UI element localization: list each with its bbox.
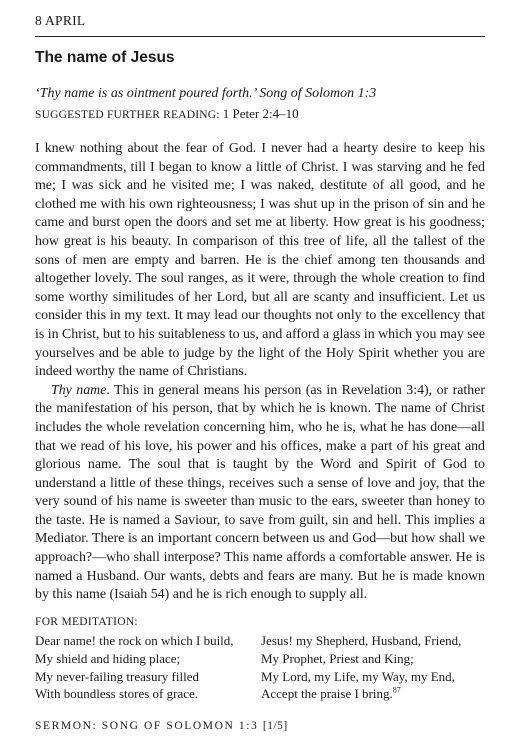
header-divider [35,36,485,37]
meditation-poem-left [35,632,234,703]
key-verse [35,86,376,102]
poem-line: My shield and hiding place; [35,650,181,666]
footnote-marker: 87 [392,686,401,696]
reading-label: SUGGESTED FURTHER READING: [35,109,220,121]
sermon-footer [35,720,288,732]
meditation-poem-right [261,632,461,703]
paragraph-2-lead: Thy name [51,382,107,398]
verse-reference: Song of Solomon 1:3 [259,86,377,101]
verse-quote: ‘Thy name is as ointment poured forth.’ [35,86,256,101]
poem-line: My Lord, my Life, my Way, my End, [261,668,455,684]
paragraph-2 [35,382,485,605]
poem-line: Accept the praise I bring. [261,686,393,702]
poem-line-last [261,685,461,703]
poem-line: My never-failing treasury filled [35,668,199,684]
paragraph-2-text: . This in general means his person (as in Revelation 3:4), or rather the manifestation of his person, that by which he is known. The name of Christ includes the whole revelation concerning him, who he is, what he has done—all that we read of his love, his power and his offices, make a part of his great and glorious name. The soul that is taught by the Word and Spirit of God to understand a little of these things, receives such a sense of love and joy, that the very sound of his name is sweeter than music to the ears, sweeter than honey to the taste. He is named a Saviour, to save from guilt, sin and hell. This implies a Mediator. There is an important concern between us and God—but how shall we approach?—who shall interpose? This name affords a comfortable answer. He is named a Husband. Our wants, debts and fears are many. But he is made known by this name (Isaiah 54) and he is rich enough to supply all. [35,382,485,603]
page-title: The name of Jesus [35,49,175,66]
poem-line: Jesus! my Shepherd, Husband, Friend, [261,633,462,648]
sermon-label: SERMON: SONG OF SOLOMON 1:3 [35,720,259,732]
paragraph-1: I knew nothing about the fear of God. I never had a hearty desire to keep his commandments, till I began to know a little of Christ. I was starving and he fed me; I was sick and he visited me; I was naked, destitute of all good, and he clothed me with his own righteousness; I was shut up in the prison of sin and he came and burst open the doors and set me at liberty. How great is his goodness; how great is his beauty. In comparison of this tree of life, all the tallest of the sons of men are empty and barren. He is the chief among ten thousands and altogether lovely. The soul ranges, as it were, through the whole creation to find some worthy similitudes of her Lord, but all are scanty and insufficient. Let us consider this in my text. It may lead our thoughts not only to the excellency that is in Christ, but to his suitableness to us, and afford a glass in which you may see yourselves and be able to judge by the light of the Holy Spirit whether you are indeed worthy the name of Christians. [35,141,485,380]
poem-line: My Prophet, Priest and King; [261,650,414,666]
body-text [35,140,485,605]
reading-reference: 1 Peter 2:4–10 [222,106,299,121]
poem-line: With boundless stores of grace. [35,686,199,702]
meditation-label: FOR MEDITATION: [35,616,138,628]
sermon-part: [1/5] [262,720,288,732]
poem-line: Dear name! the rock on which I build, [35,633,234,648]
further-reading [35,106,299,122]
page-date: 8 APRIL [35,13,86,28]
